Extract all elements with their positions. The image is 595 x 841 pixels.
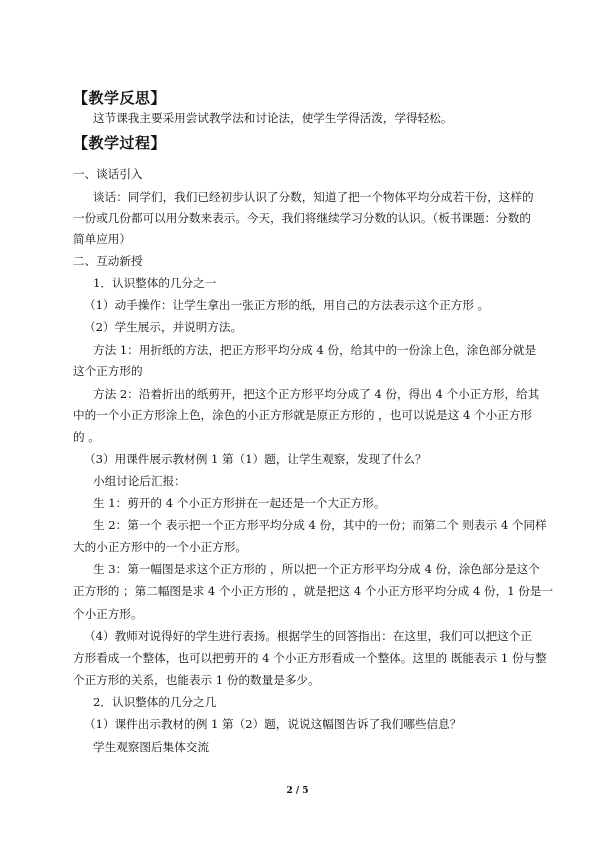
text-line: 个小正方形。 — [73, 607, 143, 621]
text-line: （4）教师对说得好的学生进行表扬。根据学生的回答指出：在这里，我们可以把这个正 — [84, 629, 532, 643]
text-line: 生 3：第一幅图是求这个正方形的 ，所以把一个正方形平均分成 4 份，涂色部分是这个 — [93, 562, 540, 576]
reflection-paragraph: 这节课我主要采用尝试教学法和讨论法，使学生学得活泼，学得轻松。 — [93, 111, 453, 125]
text-line: 一份或几份都可以用分数来表示。今天，我们将继续学习分数的认识。（板书课题：分数的 — [73, 211, 531, 225]
text-line: 方形看成一个整体，也可以把剪开的 4 个小正方形看成一个整体。这里的 既能表示 1 份与整 — [73, 651, 547, 665]
text-line: 谈话：同学们，我们已经初步认识了分数，知道了把一个物体平均分成若干份，这样的 — [93, 190, 534, 204]
text-line: （2）学生展示，并说明方法。 — [84, 320, 243, 334]
text-line: 生 1：剪开的 4 个小正方形拼在一起还是一个大正方形。 — [93, 496, 386, 510]
text-line: （1）动手操作：让学生拿出一张正方形的纸，用自己的方法表示这个正方形 。 — [84, 298, 490, 312]
text-line: 学生观察图后集体交流 — [93, 740, 209, 754]
text-line: 的 。 — [73, 430, 100, 444]
section-heading-reflection: 【教学反思】 — [73, 89, 167, 107]
section-heading-process: 【教学过程】 — [73, 134, 167, 152]
text-line: 个正方形的关系，也能表示 1 份的数量是多少。 — [73, 673, 320, 687]
text-line: 正方形的 ；第二幅图是求 4 个小正方形的 ，就是把这 4 个小正方形平均分成 4 份，1 份是一 — [73, 584, 554, 598]
text-line: 二、互动新授 — [73, 254, 143, 268]
text-line: 2．认识整体的几分之几 — [93, 695, 217, 709]
text-line: 方法 1：用折纸的方法，把正方形平均分成 4 份，给其中的一份涂上色，涂色部分就是 — [93, 343, 537, 357]
text-line: 简单应用） — [73, 232, 131, 246]
text-line: 这个正方形的 — [73, 364, 143, 378]
text-line: （1）课件出示教材的例 1 第（2）题，说说这幅图告诉了我们哪些信息？ — [84, 717, 462, 731]
text-line: （3）用课件展示教材例 1 第（1）题，让学生观察，发现了什么？ — [84, 452, 427, 466]
text-line: 方法 2：沿着折出的纸剪开，把这个正方形平均分成了 4 份，得出 4 个小正方形，给其 — [93, 387, 540, 401]
text-line: 小组讨论后汇报： — [93, 474, 186, 488]
text-line: 大的小正方形中的一个小正方形。 — [73, 540, 247, 554]
text-line: 1．认识整体的几分之一 — [93, 276, 217, 290]
text-line: 中的一个小正方形涂上色，涂色的小正方形就是原正方形的 ，也可以说是这 4 个小正方形 — [73, 408, 532, 422]
page-number: 2 / 5 — [286, 786, 309, 796]
text-line: 一、谈话引入 — [73, 167, 143, 181]
text-line: 生 2：第一个 表示把一个正方形平均分成 4 份，其中的一份；而第二个 则表示 4 个同样 — [93, 518, 547, 532]
